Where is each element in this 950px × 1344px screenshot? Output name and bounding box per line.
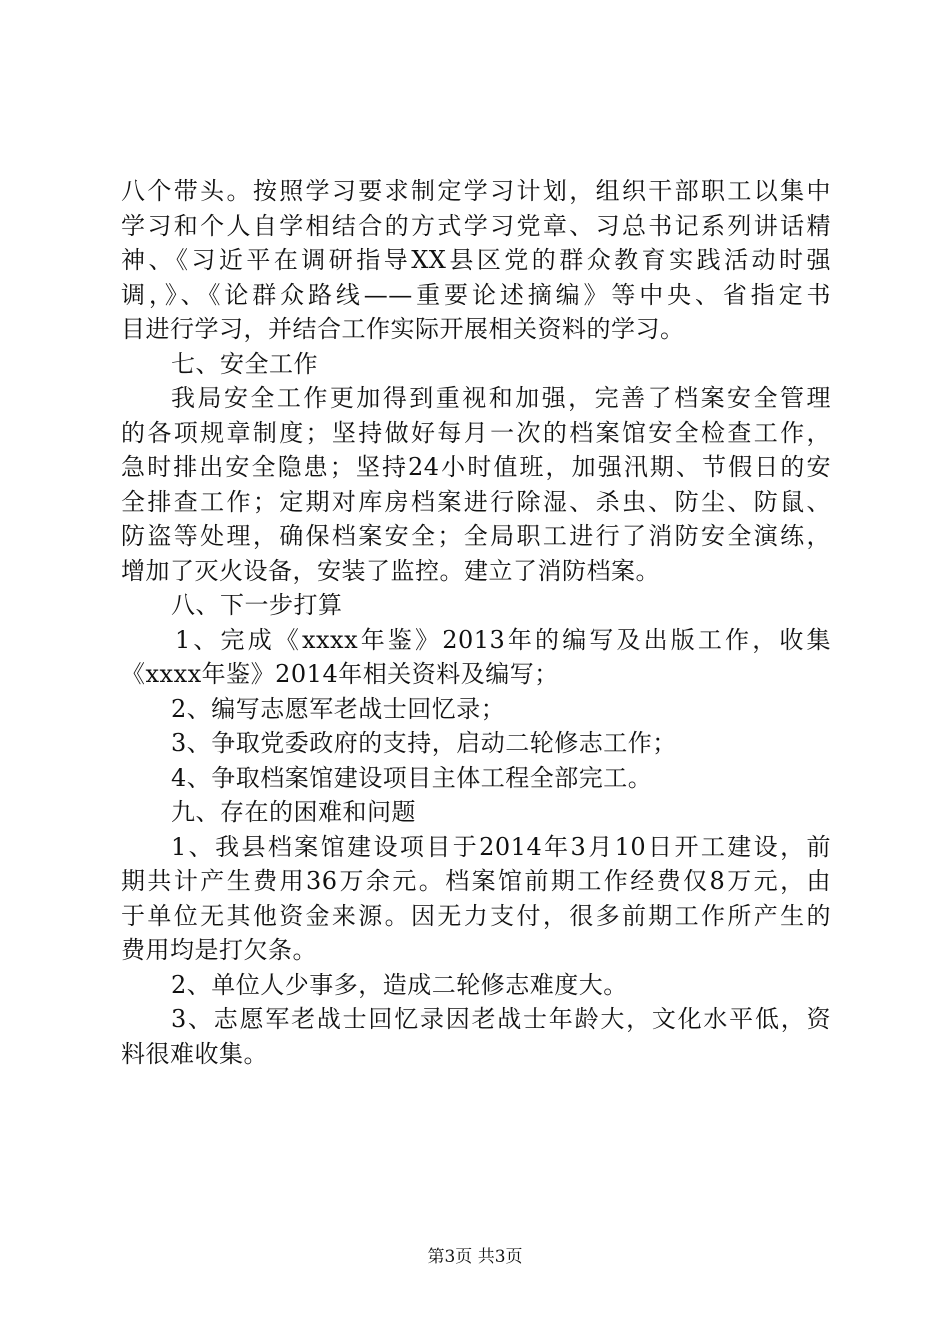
list-item: 4、争取档案馆建设项目主体工程全部完工。 — [171, 763, 653, 792]
paragraph-line: 于单位无其他资金来源。因无力支付，很多前期工作所产生的 — [121, 901, 831, 930]
paragraph-line: 调，》、《论群众路线——重要论述摘编》等中央、省指定书 — [121, 280, 831, 309]
section-heading: 七、安全工作 — [171, 349, 318, 378]
list-item: 2、单位人少事多，造成二轮修志难度大。 — [171, 970, 628, 999]
list-item: 3、争取党委政府的支持，启动二轮修志工作； — [171, 729, 677, 757]
paragraph-line: 我局安全工作更加得到重视和加强，完善了档案安全管理 — [171, 384, 831, 412]
paragraph-line: 的各项规章制度；坚持做好每月一次的档案馆安全检查工作， — [121, 418, 831, 447]
paragraph-line: 学习和个人自学相结合的方式学习党章、习总书记系列讲话精 — [121, 211, 831, 240]
paragraph-line: 期共计产生费用36万余元。档案馆前期工作经费仅8万元，由 — [121, 867, 831, 895]
paragraph-line: 1、完成《xxxx年鉴》2013年的编写及出版工作，收集 — [175, 625, 831, 654]
list-item: 2、编写志愿军老战士回忆录； — [171, 694, 506, 723]
page-number: 第3页 共3页 — [427, 1247, 523, 1267]
paragraph-line: 3、志愿军老战士回忆录因老战士年龄大，文化水平低，资 — [171, 1005, 831, 1033]
paragraph-line: 1、我县档案馆建设项目于2014年3月10日开工建设，前 — [171, 832, 831, 861]
document-body — [121, 174, 831, 1071]
paragraph-line: 料很难收集。 — [121, 1039, 268, 1068]
paragraph-line: 增加了灭火设备，安装了监控。建立了消防档案。 — [121, 556, 660, 585]
paragraph-line: 费用均是打欠条。 — [121, 936, 317, 964]
paragraph-line: 防盗等处理，确保档案安全；全局职工进行了消防安全演练， — [121, 522, 831, 550]
paragraph-line: 《xxxx年鉴》2014年相关资料及编写； — [121, 660, 559, 688]
paragraph-line: 目进行学习，并结合工作实际开展相关资料的学习。 — [121, 315, 685, 343]
section-heading: 九、存在的困难和问题 — [171, 798, 416, 826]
paragraph-line: 神、《习近平在调研指导XX县区党的群众教育实践活动时强 — [121, 246, 831, 274]
section-heading: 八、下一步打算 — [171, 591, 343, 619]
paragraph-line: 急时排出安全隐患；坚持24小时值班，加强汛期、节假日的安 — [121, 453, 831, 481]
paragraph-line: 全排查工作；定期对库房档案进行除湿、杀虫、防尘、防鼠、 — [121, 487, 831, 516]
paragraph-line: 八个带头。按照学习要求制定学习计划，组织干部职工以集中 — [121, 177, 831, 205]
